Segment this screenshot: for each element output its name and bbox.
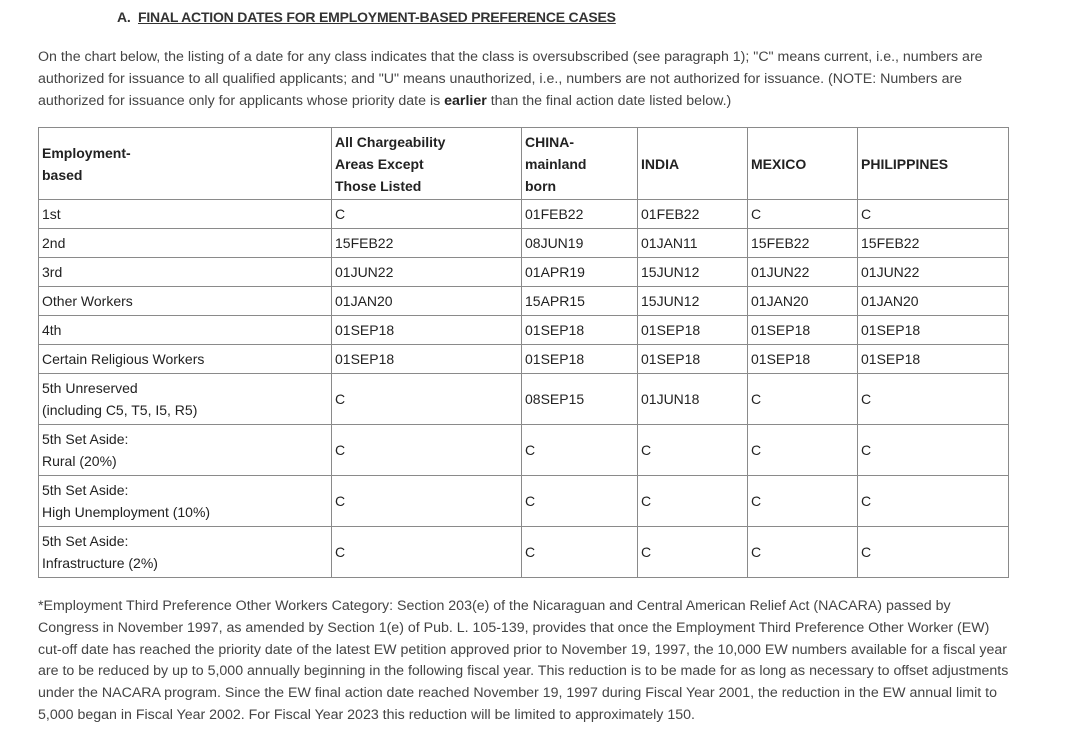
table-row — [39, 476, 1009, 527]
table-cell: 01SEP18 — [748, 316, 858, 345]
table-cell: C — [638, 425, 748, 476]
table-cell: 01SEP18 — [332, 345, 522, 374]
table-cell: C — [332, 374, 522, 425]
table-cell: 01SEP18 — [858, 316, 1009, 345]
intro-text-part2: than the final action date listed below.) — [486, 93, 732, 109]
table-cell: 01SEP18 — [748, 345, 858, 374]
intro-emphasis: earlier — [444, 93, 487, 109]
table-cell: 15APR15 — [522, 287, 638, 316]
table-cell: 01JUN22 — [858, 258, 1009, 287]
table-cell: C — [858, 374, 1009, 425]
table-row — [39, 345, 1009, 374]
final-action-dates-table — [38, 127, 1009, 578]
table-row — [39, 316, 1009, 345]
table-cell: C — [748, 374, 858, 425]
header-all-chargeability: All Chargeability Areas Except Those Listed — [332, 128, 522, 200]
table-cell: 01JAN20 — [748, 287, 858, 316]
table-cell: C — [748, 527, 858, 578]
section-heading — [117, 9, 616, 25]
table-cell: C — [522, 425, 638, 476]
table-cell: 01SEP18 — [638, 345, 748, 374]
table-cell: 01JAN11 — [638, 229, 748, 258]
table-cell: C — [522, 527, 638, 578]
table-cell: 15FEB22 — [332, 229, 522, 258]
table-cell: C — [748, 425, 858, 476]
table-cell: 15FEB22 — [748, 229, 858, 258]
table-cell: 01SEP18 — [332, 316, 522, 345]
table-row — [39, 200, 1009, 229]
row-label: 2nd — [39, 229, 332, 258]
table-row — [39, 374, 1009, 425]
table-row — [39, 425, 1009, 476]
table-cell: 08SEP15 — [522, 374, 638, 425]
table-cell: 01SEP18 — [858, 345, 1009, 374]
table-cell: 01JUN22 — [748, 258, 858, 287]
table-cell: 01JUN22 — [332, 258, 522, 287]
table-cell: C — [638, 476, 748, 527]
footnote-paragraph: *Employment Third Preference Other Workers Category: Section 203(e) of the Nicaraguan and Central American Relief Act (NACARA) passed by Congress in November 1997, as amended by Section 1(e) of Pub. L. 105-139, provides that once the Employment Third Preference Other Worker (EW) cut-off date has reached the priority date of the latest EW petition approved prior to November 19, 1997, the 10,000 EW numbers available for a fiscal year are to be reduced by up to 5,000 annually beginning in the following fiscal year. This reduction is to be made for as long as necessary to offset adjustments under the NACARA program. Since the EW final action date reached November 19, 1997 during Fiscal Year 2001, the reduction in the EW annual limit to 5,000 began in Fiscal Year 2002. For Fiscal Year 2023 this reduction will be limited to approximately 150. — [38, 598, 1009, 723]
row-label: 3rd — [39, 258, 332, 287]
header-mexico: MEXICO — [748, 128, 858, 200]
table-cell: 01JUN18 — [638, 374, 748, 425]
table-cell: C — [332, 425, 522, 476]
table-cell: 01APR19 — [522, 258, 638, 287]
row-label: Certain Religious Workers — [39, 345, 332, 374]
table-cell: C — [858, 527, 1009, 578]
header-employment-based: Employment- based — [39, 128, 332, 200]
row-label: 4th — [39, 316, 332, 345]
table-cell: C — [638, 527, 748, 578]
section-title: FINAL ACTION DATES FOR EMPLOYMENT-BASED PREFERENCE CASES — [138, 9, 616, 25]
table-cell: 01JAN20 — [332, 287, 522, 316]
table-cell: 15JUN12 — [638, 258, 748, 287]
table-cell: C — [748, 476, 858, 527]
table-row — [39, 229, 1009, 258]
section-letter: A. — [117, 9, 131, 25]
table-cell: C — [332, 527, 522, 578]
table-cell: C — [858, 200, 1009, 229]
table-cell: C — [858, 425, 1009, 476]
header-china: CHINA- mainland born — [522, 128, 638, 200]
table-cell: 15FEB22 — [858, 229, 1009, 258]
table-cell: 01SEP18 — [638, 316, 748, 345]
row-label: 5th Set Aside: Infrastructure (2%) — [39, 527, 332, 578]
table-cell: C — [332, 476, 522, 527]
table-header-row — [39, 128, 1009, 200]
header-india: INDIA — [638, 128, 748, 200]
table-row — [39, 287, 1009, 316]
table-cell: 01SEP18 — [522, 316, 638, 345]
row-label: 5th Set Aside: Rural (20%) — [39, 425, 332, 476]
table-cell: 08JUN19 — [522, 229, 638, 258]
table-row — [39, 527, 1009, 578]
row-label: 1st — [39, 200, 332, 229]
table-cell: 01SEP18 — [522, 345, 638, 374]
table-cell: C — [522, 476, 638, 527]
table-cell: 01FEB22 — [638, 200, 748, 229]
table-cell: 01FEB22 — [522, 200, 638, 229]
table-cell: 01JAN20 — [858, 287, 1009, 316]
row-label: Other Workers — [39, 287, 332, 316]
table-cell: C — [332, 200, 522, 229]
intro-paragraph — [38, 46, 1028, 112]
table-row — [39, 258, 1009, 287]
header-philippines: PHILIPPINES — [858, 128, 1009, 200]
table-cell: 15JUN12 — [638, 287, 748, 316]
row-label: 5th Unreserved (including C5, T5, I5, R5) — [39, 374, 332, 425]
table-cell: C — [748, 200, 858, 229]
table-cell: C — [858, 476, 1009, 527]
intro-text-part1: On the chart below, the listing of a date for any class indicates that the class is oversubscribed (see paragraph 1); "C" means current, i.e., numbers are authorized for issuance to all qualified applicants; and "U" means unauthorized, i.e., numbers are not authorized for issuance. (NOTE: Numbers are authorized for issuance only for applicants whose priority date is — [38, 49, 983, 109]
row-label: 5th Set Aside: High Unemployment (10%) — [39, 476, 332, 527]
